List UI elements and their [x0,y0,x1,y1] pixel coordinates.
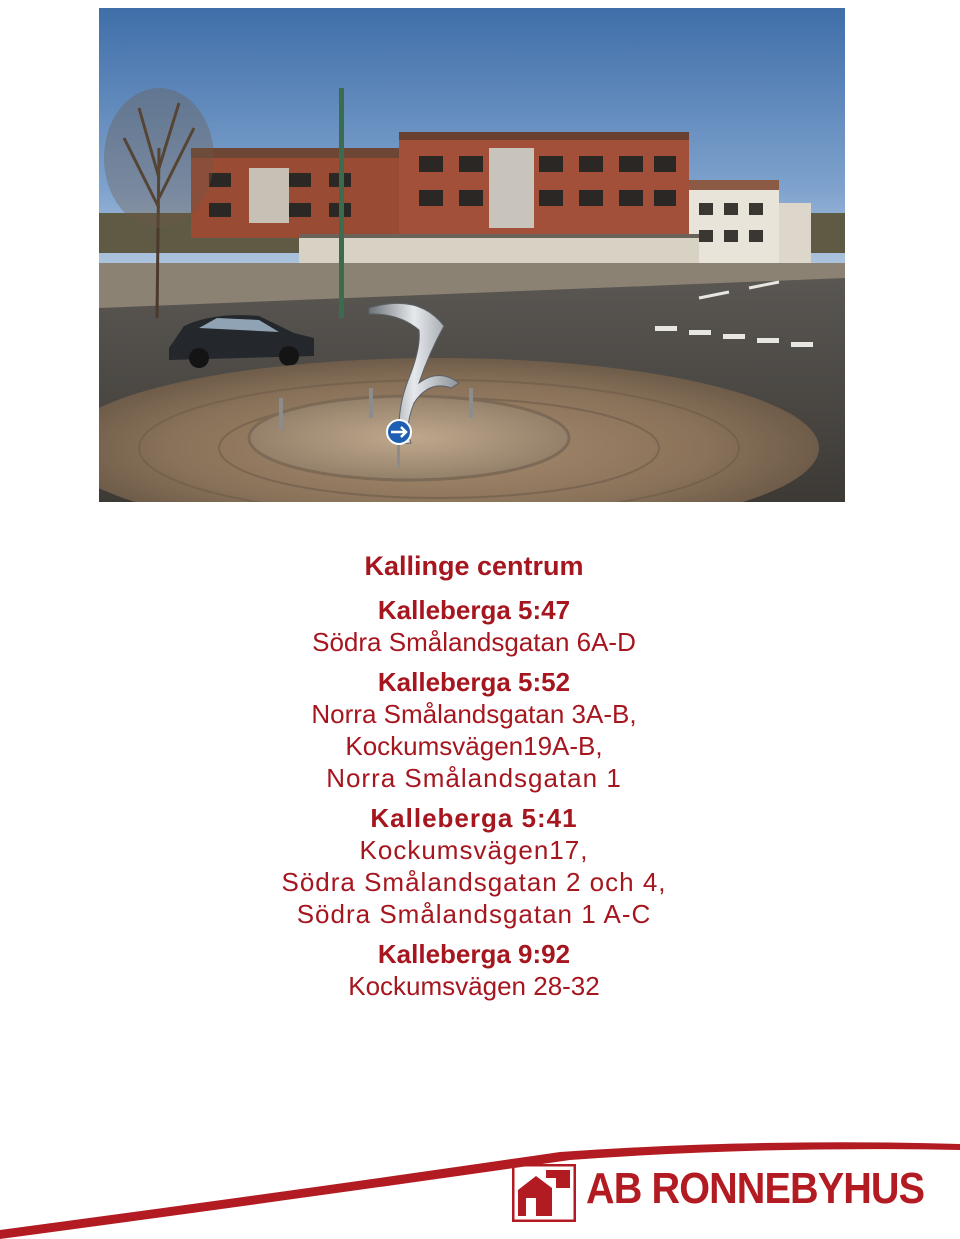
property-address: Norra Smålandsgatan 1 [326,763,622,793]
roundabout-sculpture-photo [99,8,845,502]
property-address: Kockumsvägen 28-32 [348,971,600,1001]
brand-name: AB RONNEBYHUS [586,1164,925,1213]
house-logo-icon [512,1164,576,1222]
page-title: Kallinge centrum [364,551,584,581]
property-address: Norra Smålandsgatan 3A-B, [311,699,637,729]
property-title: Kalleberga 9:92 [377,939,571,969]
hero-photo [99,8,845,502]
property-block [0,666,948,794]
property-title: Kalleberga 5:41 [370,803,578,833]
property-list [0,546,948,1002]
property-block [0,938,948,1002]
property-address: Södra Smålandsgatan 2 och 4, [281,867,667,897]
property-title: Kalleberga 5:52 [377,667,571,697]
property-address: Södra Smålandsgatan 1 A-C [296,899,652,929]
property-address: Kockumsvägen19A-B, [345,731,603,761]
property-address: Södra Smålandsgatan 6A-D [312,627,636,657]
property-block [0,802,948,930]
property-block [0,594,948,658]
property-title: Kalleberga 5:47 [377,595,571,625]
property-address: Kockumsvägen17, [359,835,589,865]
